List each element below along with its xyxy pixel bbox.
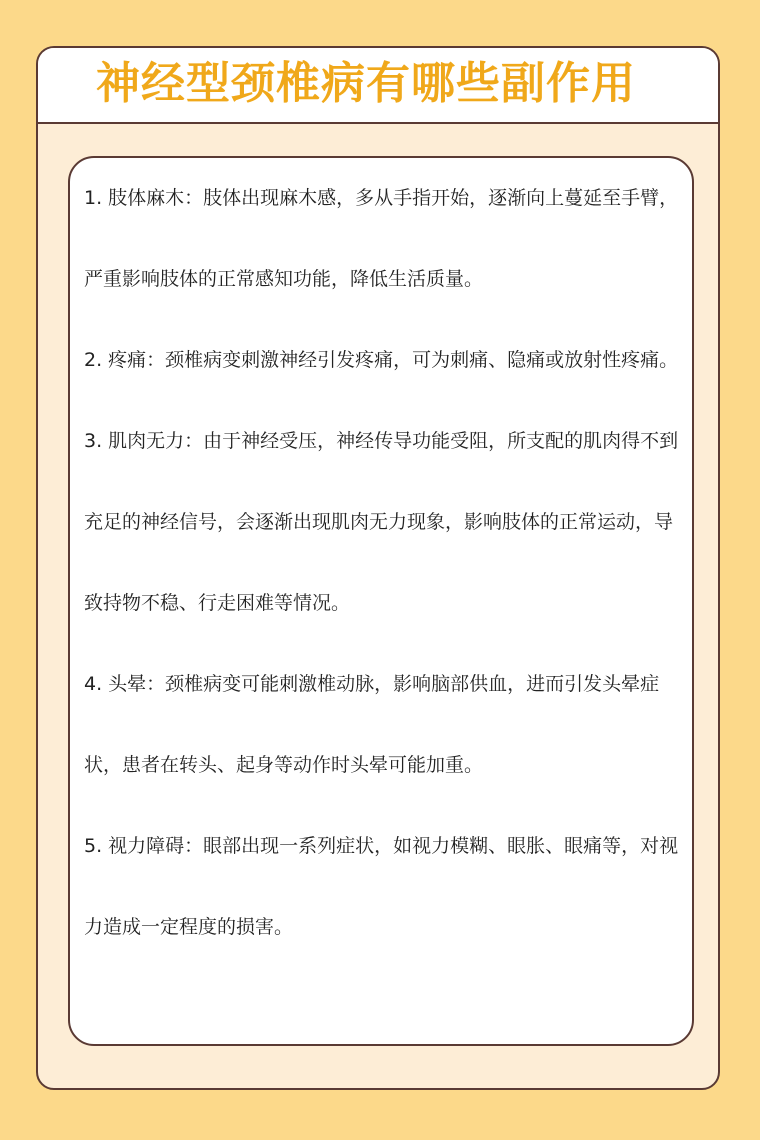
list-item-numbness: 1. 肢体麻木：肢体出现麻木感，多从手指开始，逐渐向上蔓延至手臂，严重影响肢体的正常感知功能，降低生活质量。	[84, 187, 679, 290]
list-item-dizziness: 4. 头晕：颈椎病变可能刺激椎动脉，影响脑部供血，进而引发头晕症状，患者在转头、起身等动作时头晕可能加重。	[84, 673, 660, 776]
list-item-muscle-weakness: 3. 肌肉无力：由于神经受压，神经传导功能受阻，所支配的肌肉得不到充足的神经信号，会逐渐出现肌肉无力现象，影响肢体的正常运动，导致持物不稳、行走困难等情况。	[84, 430, 679, 614]
title-bar	[38, 48, 718, 124]
article-card	[36, 46, 720, 1090]
side-effects-list	[84, 158, 686, 968]
content-box	[68, 156, 694, 1046]
page-title: 神经型颈椎病有哪些副作用	[96, 58, 636, 109]
list-item-vision-impairment: 5. 视力障碍：眼部出现一系列症状，如视力模糊、眼胀、眼痛等，对视力造成一定程度的损害。	[84, 835, 679, 938]
list-item-pain: 2. 疼痛：颈椎病变刺激神经引发疼痛，可为刺痛、隐痛或放射性疼痛。	[84, 349, 679, 371]
